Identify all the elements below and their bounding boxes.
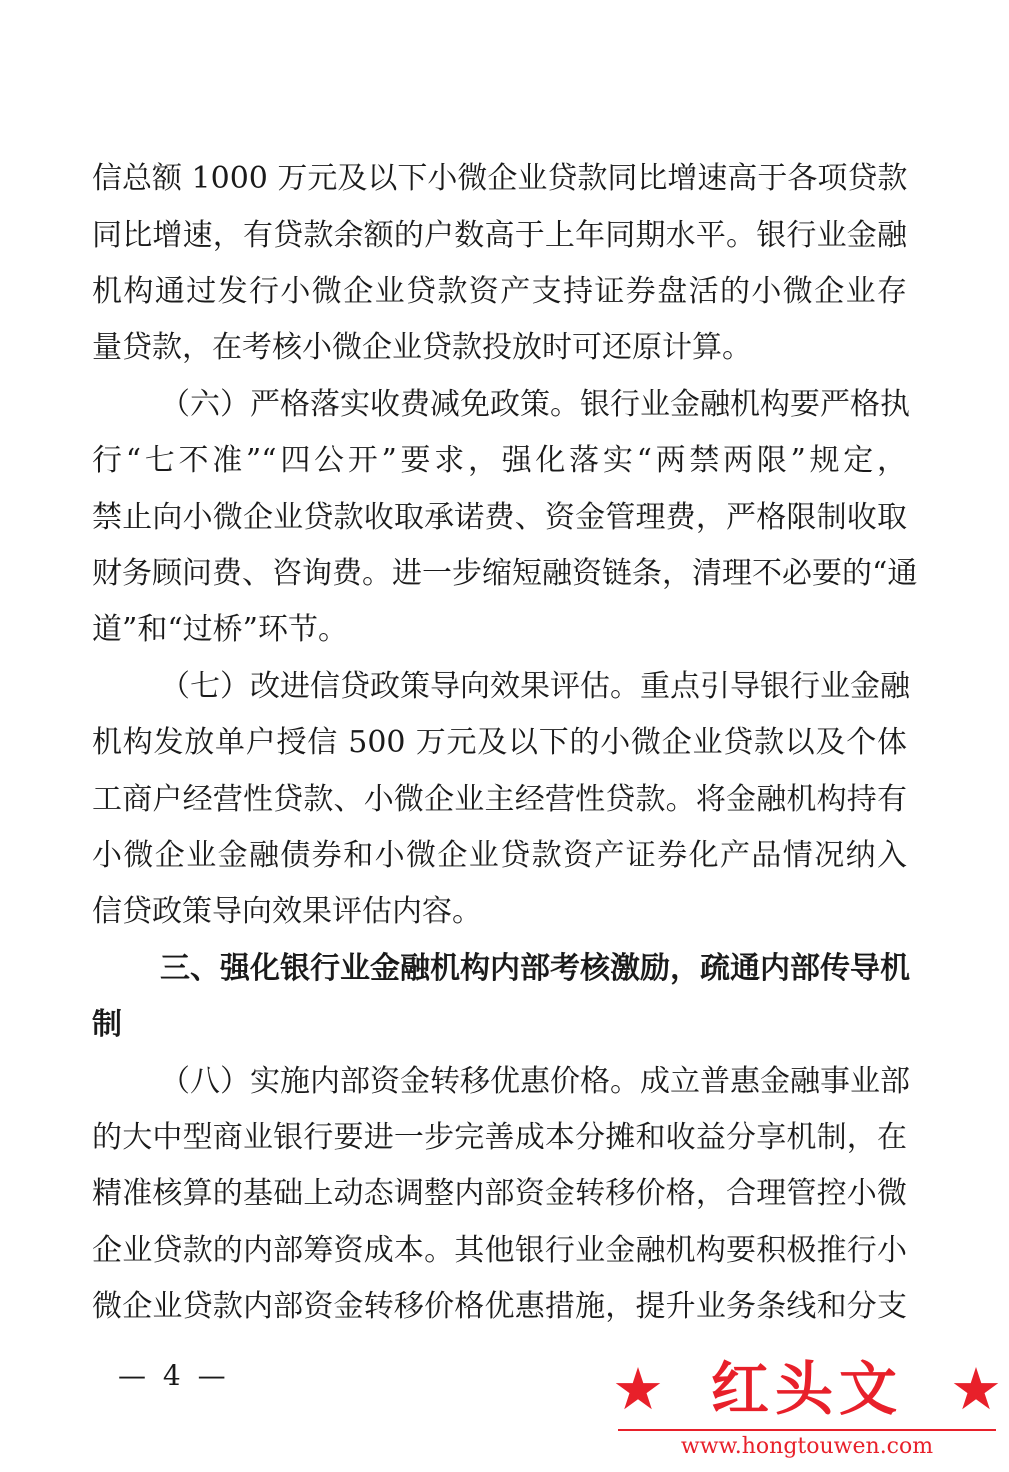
text-line-14: 信贷政策导向效果评估内容。: [92, 894, 482, 929]
star-icon: ★: [949, 1355, 1002, 1423]
text-line-18: 的大中型商业银行要进一步完善成本分摊和收益分享机制，在: [92, 1120, 907, 1155]
section-6-heading-line: （六）严格落实收费减免政策。银行业金融机构要严格执: [160, 387, 910, 422]
text-line-6: 行“七不准”“四公开”要求，强化落实“两禁两限”规定，: [92, 443, 907, 478]
watermark-title-row: [612, 1352, 1002, 1426]
text-line-13: 小微企业金融债券和小微企业贷款资产证券化产品情况纳入: [92, 838, 907, 873]
text-line-2: 同比增速，有贷款余额的户数高于上年同期水平。银行业金融: [92, 218, 907, 253]
text-line-11: 机构发放单户授信 500 万元及以下的小微企业贷款以及个体: [92, 725, 907, 760]
watermark-title: 红头文: [710, 1355, 903, 1423]
part-3-heading-line-1: 三、强化银行业金融机构内部考核激励，疏通内部传导机: [160, 951, 910, 986]
text-line-20: 企业贷款的内部筹资成本。其他银行业金融机构要积极推行小: [92, 1233, 907, 1268]
section-8-heading-line: （八）实施内部资金转移优惠价格。成立普惠金融事业部: [160, 1064, 910, 1099]
text-line-19: 精准核算的基础上动态调整内部资金转移价格，合理管控小微: [92, 1176, 907, 1211]
text-line-7: 禁止向小微企业贷款收取承诺费、资金管理费，严格限制收取: [92, 500, 907, 535]
text-line-9: 道”和“过桥”环节。: [92, 612, 349, 647]
watermark-url: www.hongtouwen.com: [680, 1434, 934, 1459]
page-number: — 4 —: [118, 1359, 230, 1392]
section-7-heading-line: （七）改进信贷政策导向效果评估。重点引导银行业金融: [160, 669, 910, 704]
text-line-4: 量贷款，在考核小微企业贷款投放时可还原计算。: [92, 330, 752, 365]
text-line-12: 工商户经营性贷款、小微企业主经营性贷款。将金融机构持有: [92, 782, 907, 817]
text-line-1: 信总额 1000 万元及以下小微企业贷款同比增速高于各项贷款: [92, 161, 908, 196]
part-3-heading-line-2: 制: [92, 1007, 122, 1042]
star-icon: ★: [612, 1355, 664, 1423]
watermark-logo: [612, 1352, 1002, 1464]
text-line-21: 微企业贷款内部资金转移价格优惠措施，提升业务条线和分支: [92, 1289, 907, 1324]
text-line-8: 财务顾问费、咨询费。进一步缩短融资链条，清理不必要的“通: [92, 556, 918, 591]
watermark-divider: [618, 1429, 996, 1431]
text-line-3: 机构通过发行小微企业贷款资产支持证券盘活的小微企业存: [92, 274, 907, 309]
